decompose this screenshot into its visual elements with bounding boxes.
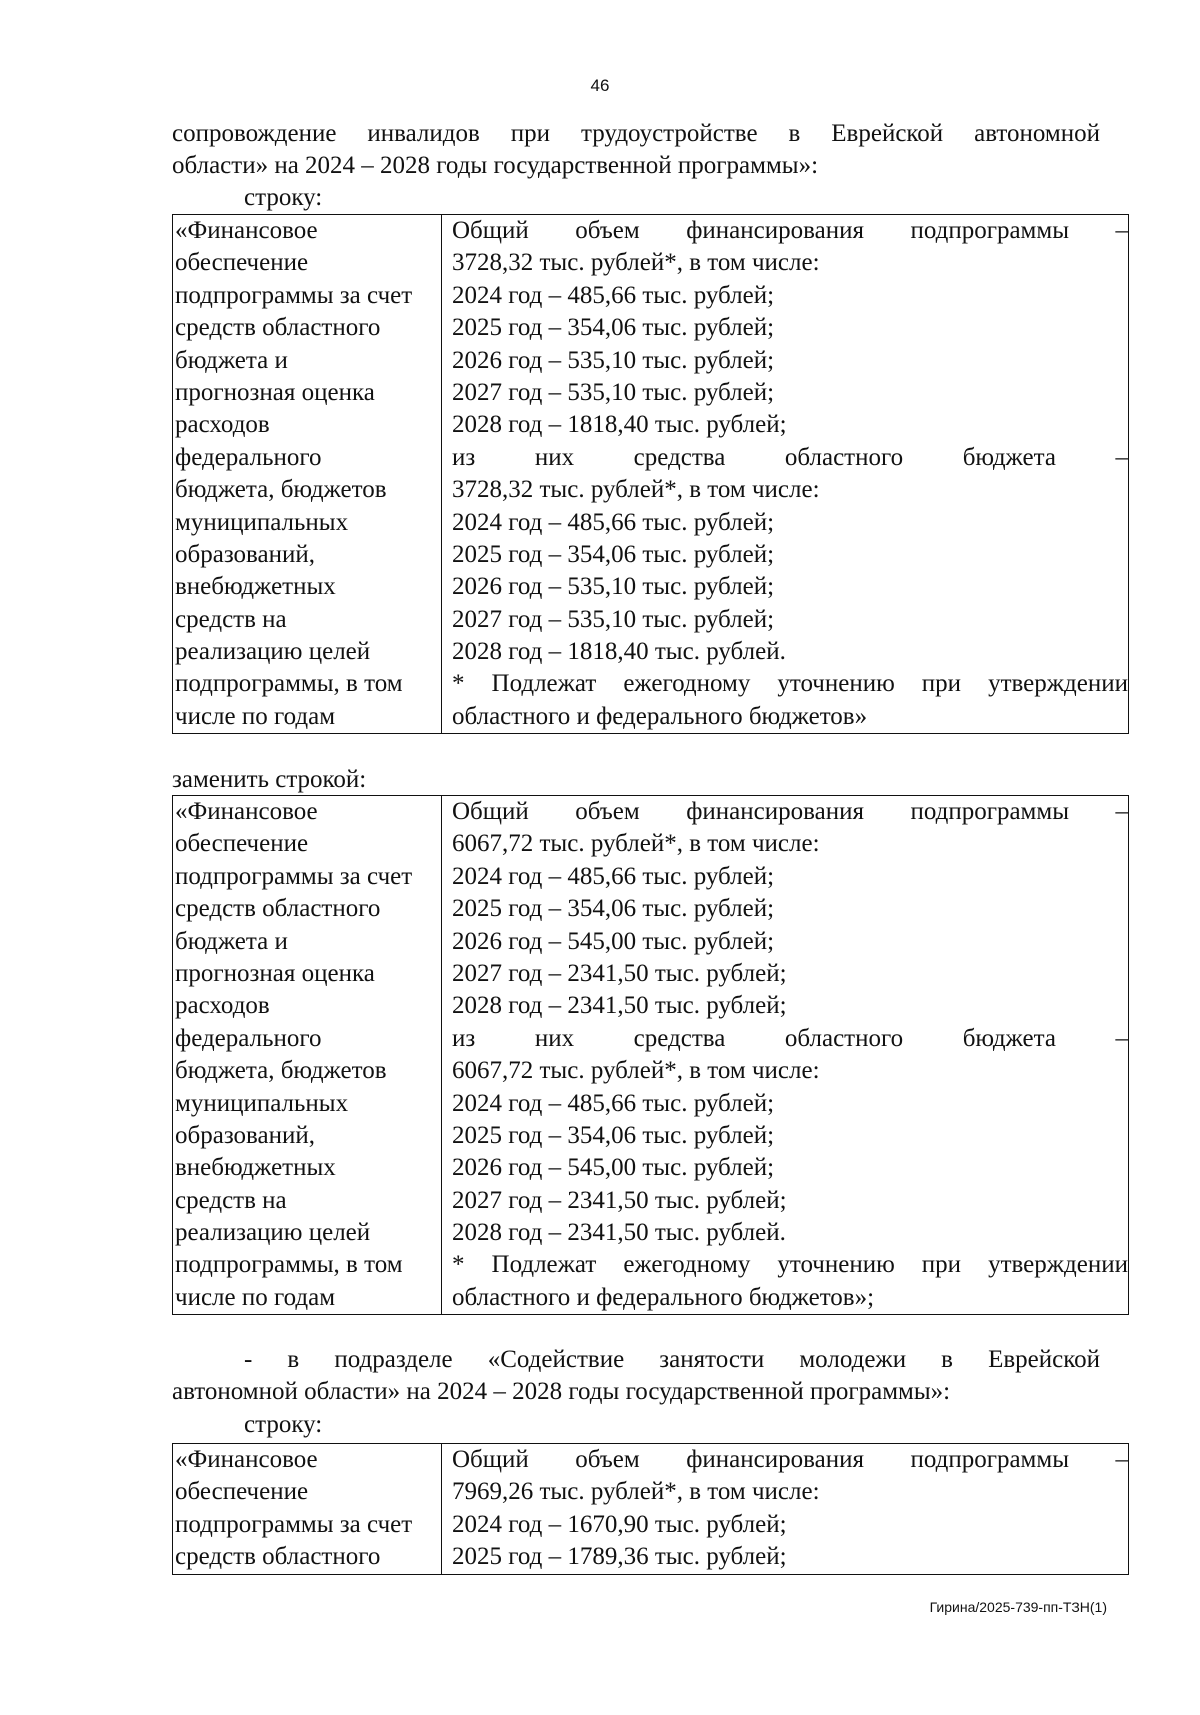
table-cell-line: подпрограммы, в том: [175, 670, 403, 698]
table-cell-line: 6067,72 тыс. рублей*, в том числе:: [452, 830, 820, 858]
page-number: 46: [590, 76, 610, 95]
table-cell-line: расходов: [175, 411, 270, 439]
table-cell-line: средств областного: [175, 895, 381, 923]
table-cell-line: «Финансовое: [175, 798, 318, 825]
table-cell-line: 2028 год – 2341,50 тыс. рублей.: [452, 1219, 786, 1247]
table-row: [173, 796, 1129, 1315]
table-cell-line: 2024 год – 485,66 тыс. рублей;: [452, 1089, 775, 1117]
table-cell-line: подпрограммы за счет: [175, 1510, 413, 1538]
table-cell-line: расходов: [175, 992, 270, 1020]
table-cell-line: средств на: [175, 1186, 287, 1214]
table-cell-line: внебюджетных: [175, 1154, 336, 1182]
table-cell-line: средств областного: [175, 314, 381, 342]
table-cell-line: 2024 год – 485,66 тыс. рублей;: [452, 281, 775, 309]
table-cell-line: реализацию целей: [175, 1219, 371, 1247]
section2-paragraph: [172, 1344, 1100, 1408]
table-cell-line: из них средства областного бюджета –: [452, 1024, 1128, 1052]
table-left-cell: [173, 215, 442, 734]
table-cell-line: реализацию целей: [175, 638, 371, 666]
section2-line-1: - в подразделе «Содействие занятости молодежи в Еврейской: [244, 1346, 1100, 1373]
table-cell-line: муниципальных: [175, 1089, 349, 1117]
table-left-cell: [173, 796, 442, 1315]
table-cell-line: Общий объем финансирования подпрограммы –: [452, 1446, 1128, 1473]
table-cell-line: бюджета и: [175, 346, 288, 374]
document-footer-code: Гирина/2025-739-пп-ТЗН(1): [929, 1599, 1107, 1615]
table-cell-line: прогнозная оценка: [175, 378, 375, 406]
table-right-cell: [442, 796, 1129, 1315]
table-cell-line: 2024 год – 1670,90 тыс. рублей;: [452, 1510, 787, 1538]
table-cell-line: областного и федерального бюджетов»;: [452, 1283, 875, 1311]
table-row: [173, 215, 1129, 734]
table-cell-line: 2027 год – 535,10 тыс. рублей;: [452, 378, 775, 406]
table-cell-line: 2024 год – 485,66 тыс. рублей;: [452, 862, 775, 890]
table-cell-line: 2025 год – 354,06 тыс. рублей;: [452, 895, 775, 923]
table-cell-line: средств областного: [175, 1543, 381, 1571]
table-cell-line: 2026 год – 545,00 тыс. рублей;: [452, 927, 775, 955]
table-old-financing-1: [172, 214, 1129, 734]
table-old-financing-2: [172, 1443, 1129, 1575]
table-cell-line: 2025 год – 354,06 тыс. рублей;: [452, 540, 775, 568]
table-cell-line: образований,: [175, 1121, 316, 1149]
table-cell-line: образований,: [175, 540, 316, 568]
table-cell-line: 2027 год – 535,10 тыс. рублей;: [452, 605, 775, 633]
table-cell-line: прогнозная оценка: [175, 959, 375, 987]
table-left-cell: [173, 1444, 442, 1575]
intro-line-2: области» на 2024 – 2028 годы государственной программы»:: [172, 152, 819, 179]
table-cell-line: * Подлежат ежегодному уточнению при утверждении: [452, 670, 1128, 698]
section2-line-2: автономной области» на 2024 – 2028 годы государственной программы»:: [172, 1378, 951, 1405]
table-cell-line: федерального: [175, 1024, 322, 1052]
table-cell-line: 2028 год – 2341,50 тыс. рублей;: [452, 992, 787, 1020]
table-right-cell: [442, 215, 1129, 734]
intro-paragraph: [172, 118, 1100, 182]
table-cell-line: обеспечение: [175, 830, 309, 858]
table-cell-line: внебюджетных: [175, 573, 336, 601]
table-cell-line: бюджета, бюджетов: [175, 476, 387, 504]
table-cell-line: Общий объем финансирования подпрограммы –: [452, 798, 1128, 825]
table-cell-line: 3728,32 тыс. рублей*, в том числе:: [452, 249, 820, 277]
table-cell-line: 3728,32 тыс. рублей*, в том числе:: [452, 476, 820, 504]
table-cell-line: бюджета и: [175, 927, 288, 955]
intro-line-1: сопровождение инвалидов при трудоустройстве в Еврейской автономной: [172, 120, 1100, 147]
table-right-cell: [442, 1444, 1129, 1575]
table-cell-line: из них средства областного бюджета –: [452, 443, 1128, 471]
table-cell-line: «Финансовое: [175, 1446, 318, 1473]
table-cell-line: подпрограммы за счет: [175, 281, 413, 309]
table-cell-line: бюджета, бюджетов: [175, 1057, 387, 1085]
label-replace: заменить строкой:: [172, 766, 367, 793]
table-cell-line: 6067,72 тыс. рублей*, в том числе:: [452, 1057, 820, 1085]
table-cell-line: 2027 год – 2341,50 тыс. рублей;: [452, 959, 787, 987]
table-new-financing: [172, 795, 1129, 1315]
table-cell-line: 2026 год – 535,10 тыс. рублей;: [452, 573, 775, 601]
table-cell-line: федерального: [175, 443, 322, 471]
table-cell-line: муниципальных: [175, 508, 349, 536]
label-stroku-1: строку:: [244, 184, 323, 211]
table-cell-line: обеспечение: [175, 1478, 309, 1506]
table-cell-line: 2026 год – 545,00 тыс. рублей;: [452, 1154, 775, 1182]
table-cell-line: 2025 год – 354,06 тыс. рублей;: [452, 1121, 775, 1149]
table-cell-line: 2028 год – 1818,40 тыс. рублей;: [452, 411, 787, 439]
table-cell-line: числе по годам: [175, 1283, 336, 1311]
table-cell-line: подпрограммы, в том: [175, 1251, 403, 1279]
table-cell-line: средств на: [175, 605, 287, 633]
label-stroku-2: строку:: [244, 1411, 323, 1438]
table-cell-line: областного и федерального бюджетов»: [452, 702, 868, 730]
table-cell-line: «Финансовое: [175, 217, 318, 244]
table-cell-line: 2024 год – 485,66 тыс. рублей;: [452, 508, 775, 536]
table-cell-line: 2027 год – 2341,50 тыс. рублей;: [452, 1186, 787, 1214]
table-cell-line: 7969,26 тыс. рублей*, в том числе:: [452, 1478, 820, 1506]
table-cell-line: числе по годам: [175, 702, 336, 730]
table-row: [173, 1444, 1129, 1575]
table-cell-line: * Подлежат ежегодному уточнению при утверждении: [452, 1251, 1128, 1279]
table-cell-line: 2026 год – 535,10 тыс. рублей;: [452, 346, 775, 374]
table-cell-line: обеспечение: [175, 249, 309, 277]
table-cell-line: 2028 год – 1818,40 тыс. рублей.: [452, 638, 786, 666]
table-cell-line: подпрограммы за счет: [175, 862, 413, 890]
table-cell-line: Общий объем финансирования подпрограммы –: [452, 217, 1128, 244]
table-cell-line: 2025 год – 1789,36 тыс. рублей;: [452, 1543, 787, 1571]
table-cell-line: 2025 год – 354,06 тыс. рублей;: [452, 314, 775, 342]
